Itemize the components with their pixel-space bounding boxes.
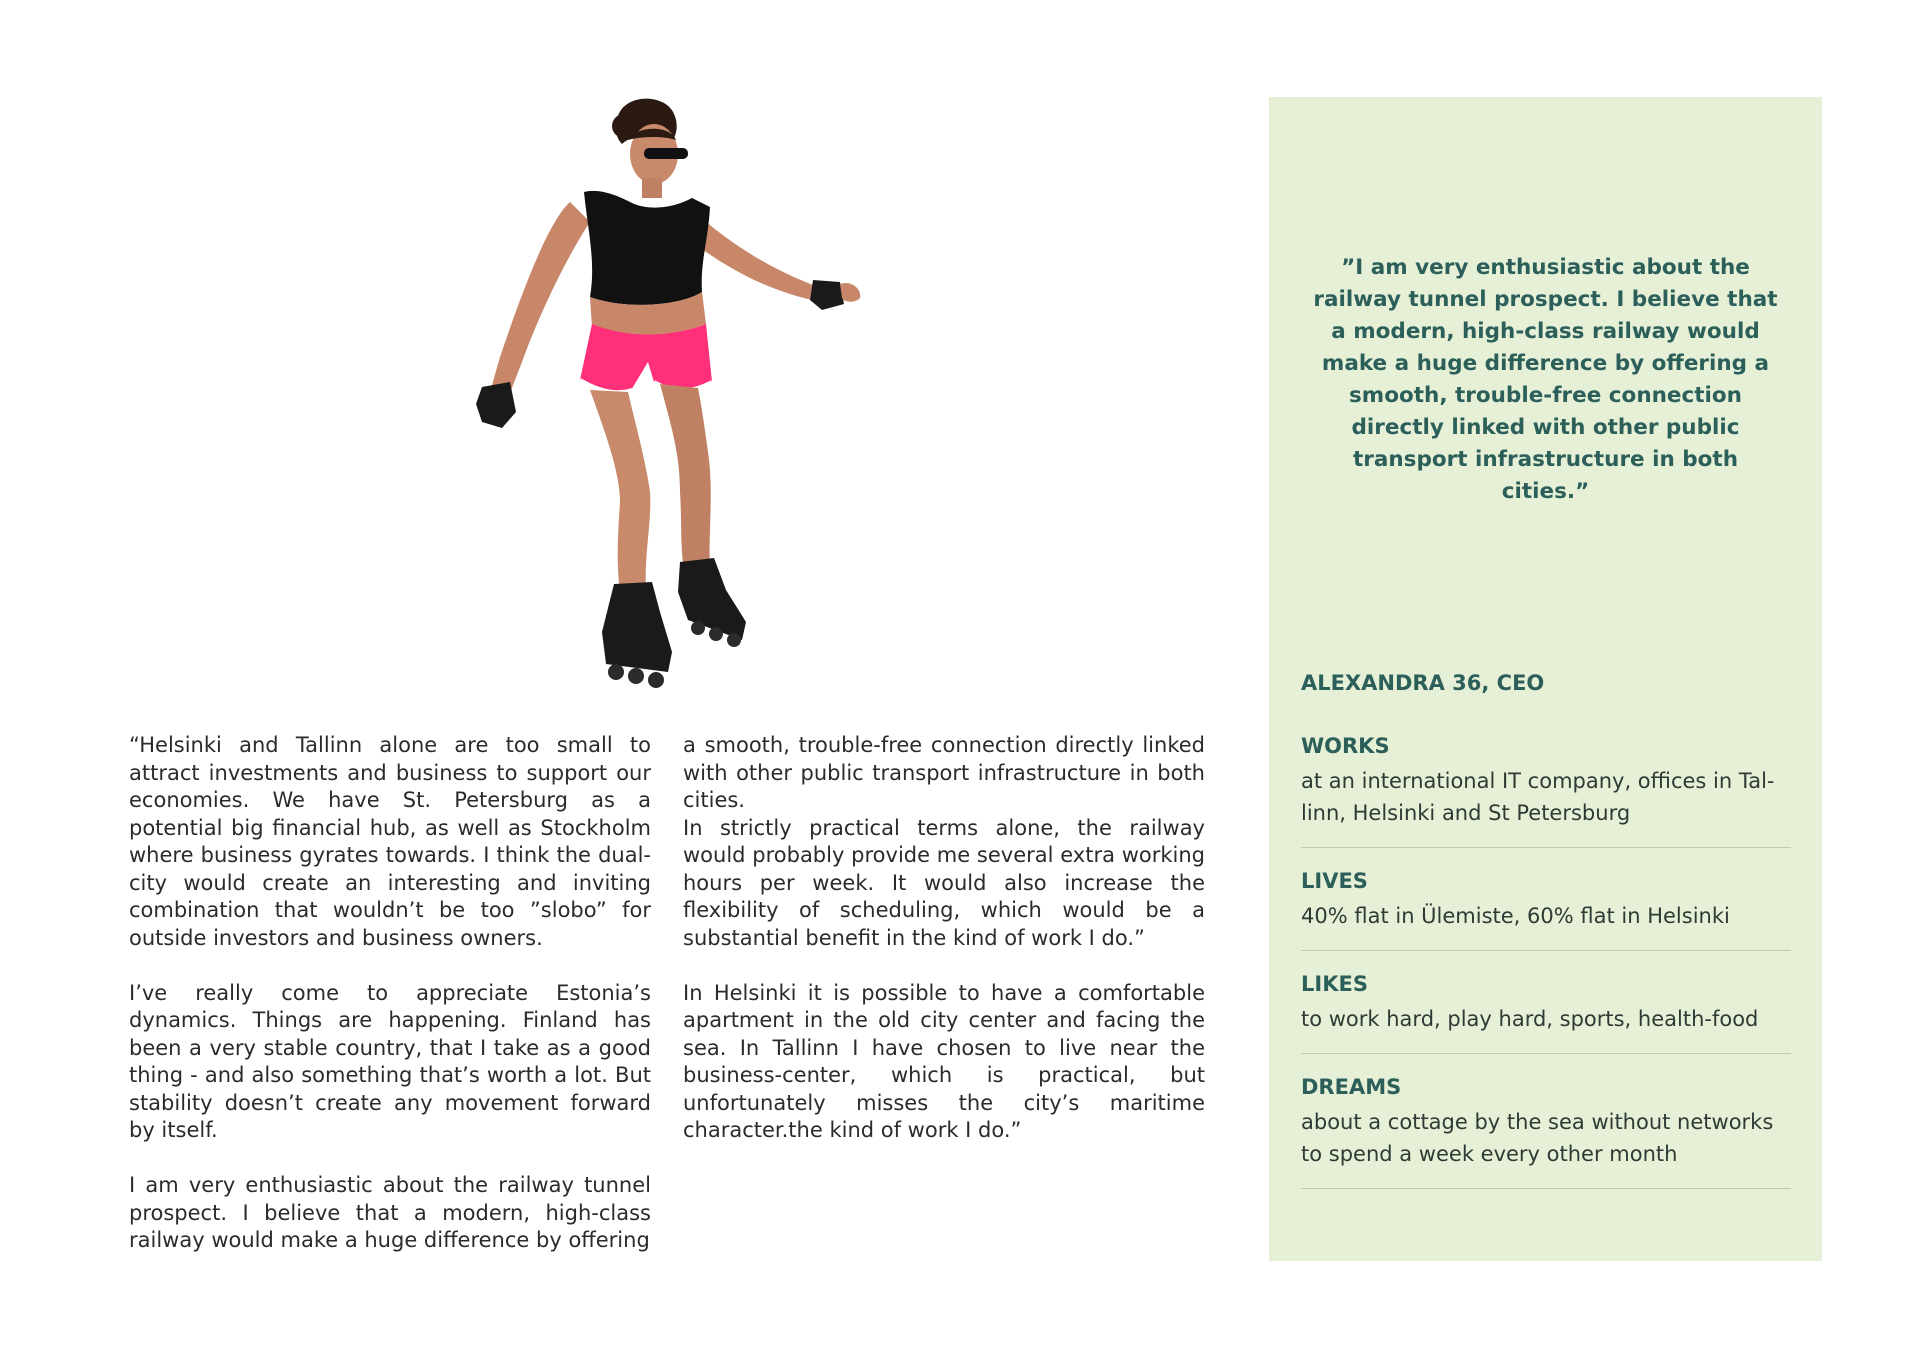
paragraph: In Helsinki it is possible to have a comfortable apartment in the old city center and facing the sea. In Tallinn I have chosen to live near the business-center, which is practical, but unfortunately misses the city’s maritime character.the kind of work I do.” — [683, 980, 1205, 1142]
profile-facts — [1301, 733, 1791, 1209]
profile-sidebar — [1269, 97, 1822, 1261]
left-arm — [490, 202, 590, 398]
paragraph: In strictly practical terms alone, the railway would probably provide me several extra working hours per week. It would also increase the flexibility of scheduling, which would be a substantial benefit in the kind of work I do.” — [683, 815, 1205, 950]
fact-works — [1301, 733, 1791, 848]
black-tank-top — [584, 191, 710, 305]
fact-label: WORKS — [1301, 734, 1390, 758]
right-skate — [678, 558, 746, 640]
right-leg — [660, 384, 711, 570]
fact-lives — [1301, 868, 1791, 951]
left-glove — [476, 382, 516, 428]
left-leg — [590, 390, 650, 592]
pull-quote: ”I am very enthusiastic about the railway tunnel prospect. I believe that a modern, high-class railway would make a huge difference by offering a smooth, trouble-free connection directly linked with other public transport infrastructure in both cities.” — [1313, 255, 1778, 504]
fact-label: LIKES — [1301, 972, 1368, 996]
paragraph: a smooth, trouble-free connection directly linked with other public transport infrastructure in both cities. — [683, 733, 1205, 812]
article-column-right — [683, 732, 1205, 1145]
fact-text: to work hard, play hard, sports, health-food — [1301, 1007, 1759, 1031]
paragraph: I’ve really come to appreciate Estonia’s dynamics. Things are happening. Finland has been a very stable country, that I take as a good thing - and also something that’s worth a lot. But stability doesn’t create any movement forward by itself. — [129, 980, 651, 1142]
fact-text: about a cottage by the sea without networks to spend a week every other month — [1301, 1110, 1774, 1166]
fact-likes — [1301, 971, 1791, 1054]
left-skate — [602, 582, 672, 672]
pink-shorts — [580, 324, 712, 394]
paragraph: “Helsinki and Tallinn alone are too small to attract investments and business to support our economies. We have St. Petersburg as a potential big financial hub, as well as Stockholm where business gyrates towards. I think the dual-city would create an interesting and inviting combination that wouldn’t be too ”slobo” for outside investors and business owners. — [129, 733, 651, 950]
skater-photo — [430, 92, 900, 712]
fact-text: 40% flat in Ülemiste, 60% flat in Helsinki — [1301, 904, 1730, 928]
sunglasses — [644, 148, 688, 159]
fact-dreams — [1301, 1074, 1791, 1189]
paragraph: I am very enthusiastic about the railway tunnel prospect. I believe that a modern, high-class railway would make a huge difference by offering — [129, 1173, 651, 1252]
fact-label: DREAMS — [1301, 1075, 1402, 1099]
right-glove — [810, 280, 844, 310]
fact-label: LIVES — [1301, 869, 1368, 893]
article-column-left — [129, 732, 651, 1255]
profile-name: ALEXANDRA 36, CEO — [1301, 671, 1545, 695]
right-arm — [692, 217, 822, 302]
fact-text: at an international IT company, offices in Tal-linn, Helsinki and St Petersburg — [1301, 769, 1775, 825]
